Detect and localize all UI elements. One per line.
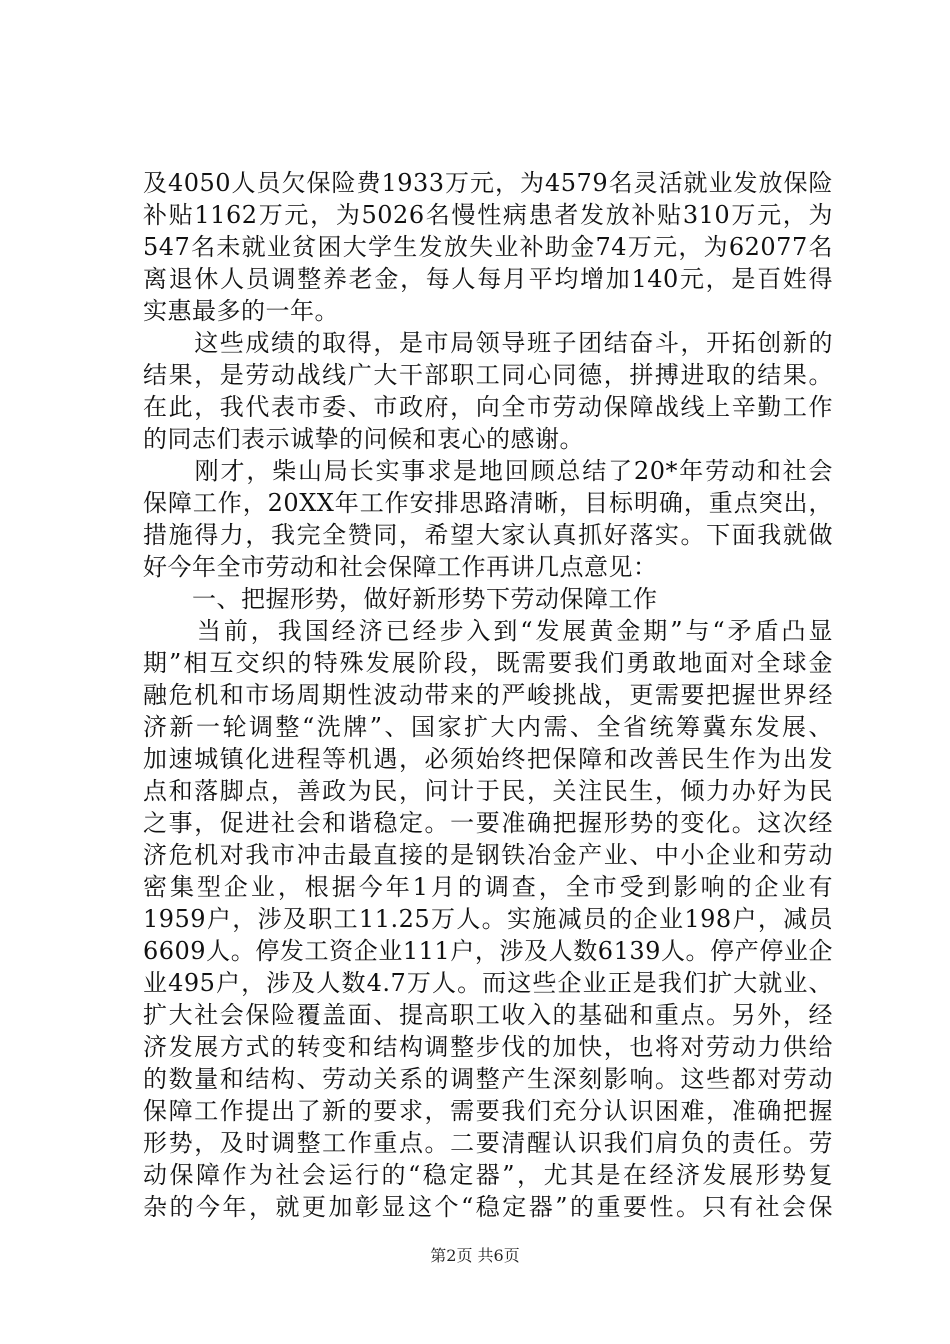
text-line: 及4050人员欠保险费1933万元，为4579名灵活就业发放保险 <box>143 169 833 197</box>
text-line: 业495户，涉及人数4.7万人。而这些企业正是我们扩大就业、 <box>143 969 833 997</box>
text-line: 济新一轮调整“洗牌”、国家扩大内需、全省统筹冀东发展、 <box>143 713 833 741</box>
text-line: 加速城镇化进程等机遇，必须始终把保障和改善民生作为出发 <box>143 745 833 773</box>
text-line: 杂的今年，就更加彰显这个“稳定器”的重要性。只有社会保 <box>143 1193 833 1221</box>
text-line: 扩大社会保险覆盖面、提高职工收入的基础和重点。另外，经 <box>143 1001 833 1029</box>
text-line: 的数量和结构、劳动关系的调整产生深刻影响。这些都对劳动 <box>143 1065 833 1093</box>
text-line: 离退休人员调整养老金，每人每月平均增加140元，是百姓得 <box>143 265 833 293</box>
document-body <box>143 167 833 1223</box>
text-line: 保障工作，20XX年工作安排思路清晰，目标明确，重点突出， <box>143 489 833 517</box>
text-line: 期”相互交织的特殊发展阶段，既需要我们勇敢地面对全球金 <box>143 649 833 677</box>
text-line: 保障工作提出了新的要求，需要我们充分认识困难，准确把握 <box>143 1097 833 1125</box>
text-line: 融危机和市场周期性波动带来的严峻挑战，更需要把握世界经 <box>143 681 833 709</box>
text-line: 6609人。停发工资企业111户，涉及人数6139人。停产停业企 <box>143 937 833 965</box>
text-line: 补贴1162万元，为5026名慢性病患者发放补贴310万元，为 <box>143 201 833 229</box>
text-line: 这些成绩的取得，是市局领导班子团结奋斗，开拓创新的 <box>143 329 833 357</box>
text-line: 好今年全市劳动和社会保障工作再讲几点意见： <box>143 553 658 581</box>
text-line: 济危机对我市冲击最直接的是钢铁冶金产业、中小企业和劳动 <box>143 841 833 869</box>
text-line: 1959户，涉及职工11.25万人。实施减员的企业198户，减员 <box>143 905 833 933</box>
text-line: 之事，促进社会和谐稳定。一要准确把握形势的变化。这次经 <box>143 809 833 837</box>
text-line: 济发展方式的转变和结构调整步伐的加快，也将对劳动力供给 <box>143 1033 833 1061</box>
text-line: 当前，我国经济已经步入到“发展黄金期”与“矛盾凸显 <box>143 617 833 645</box>
text-line: 点和落脚点，善政为民，问计于民，关注民生，倾力办好为民 <box>143 777 833 805</box>
text-line: 在此，我代表市委、市政府，向全市劳动保障战线上辛勤工作 <box>143 393 833 421</box>
text-line: 实惠最多的一年。 <box>143 297 339 325</box>
page-number-footer: 第2页 共6页 <box>430 1246 520 1265</box>
text-line: 形势，及时调整工作重点。二要清醒认识我们肩负的责任。劳 <box>143 1129 833 1157</box>
text-line: 的同志们表示诚挚的问候和衷心的感谢。 <box>143 425 584 453</box>
text-line: 547名未就业贫困大学生发放失业补助金74万元，为62077名 <box>143 233 833 261</box>
text-line: 密集型企业，根据今年1月的调查，全市受到影响的企业有 <box>143 873 833 901</box>
text-line: 刚才，柴山局长实事求是地回顾总结了20*年劳动和社会 <box>143 457 833 485</box>
text-line: 措施得力，我完全赞同，希望大家认真抓好落实。下面我就做 <box>143 521 833 549</box>
text-line: 结果，是劳动战线广大干部职工同心同德，拼搏进取的结果。 <box>143 361 833 389</box>
text-line: 动保障作为社会运行的“稳定器”，尤其是在经济发展形势复 <box>143 1161 833 1189</box>
section-heading: 一、把握形势，做好新形势下劳动保障工作 <box>143 585 658 613</box>
